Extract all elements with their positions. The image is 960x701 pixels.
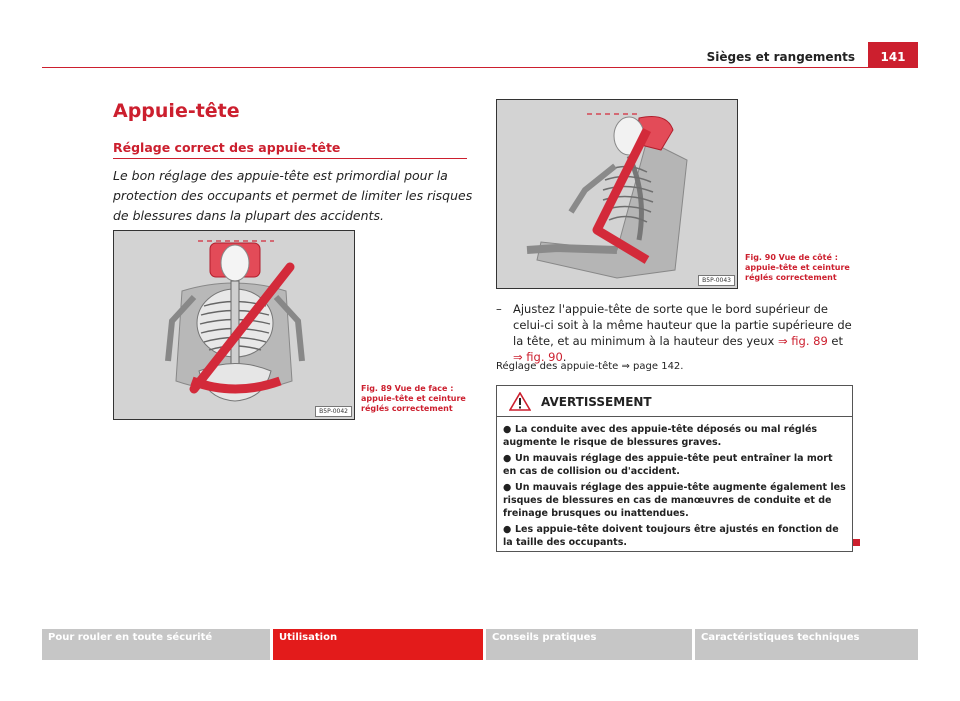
footer-tab-usage[interactable]: Utilisation bbox=[273, 629, 483, 660]
fig89-link[interactable]: ⇒ fig. 89 bbox=[777, 334, 828, 348]
figure-code: B5P-0043 bbox=[698, 275, 735, 286]
warning-list bbox=[497, 417, 852, 549]
warning-item-text: Les appuie-tête doivent toujours être ajustés en fonction de la taille des occupants. bbox=[503, 524, 839, 548]
instruction-step bbox=[496, 301, 856, 365]
warning-item bbox=[503, 423, 846, 449]
warning-title: AVERTISSEMENT bbox=[541, 395, 652, 409]
bullet: ● bbox=[503, 453, 512, 464]
footer-tab-safety[interactable]: Pour rouler en toute sécurité bbox=[42, 629, 270, 660]
section-heading-rule bbox=[113, 158, 467, 159]
warning-box bbox=[496, 385, 853, 552]
instruction-text: Ajustez l'appuie-tête de sorte que le bord supérieur de celui-ci soit à la même hauteur que la partie supérieure de la tête, et au minimum à la hauteur des yeux bbox=[513, 302, 852, 348]
footer-tab-technical-specs[interactable]: Caractéristiques techniques bbox=[695, 629, 918, 660]
page-title: Appuie-tête bbox=[113, 100, 240, 122]
skeleton-front-illustration bbox=[114, 231, 354, 419]
warning-item-text: Un mauvais réglage des appuie-tête augmente également les risques de blessures en cas de manœuvres de conduite et de freinage brusques ou inattendues. bbox=[503, 482, 846, 519]
fig90-link[interactable]: ⇒ fig. 90 bbox=[513, 350, 563, 364]
figure-code: B5P-0042 bbox=[315, 406, 352, 417]
list-dash: – bbox=[496, 302, 502, 316]
warning-item-text: La conduite avec des appuie-tête déposés ou mal réglés augmente le risque de blessures graves. bbox=[503, 424, 818, 448]
bullet: ● bbox=[503, 482, 512, 493]
section-heading: Réglage correct des appuie-tête bbox=[113, 140, 341, 155]
warning-item bbox=[503, 481, 846, 520]
warning-item-text: Un mauvais réglage des appuie-tête peut entraîner la mort en cas de collision ou d'accident. bbox=[503, 453, 833, 477]
warning-item bbox=[503, 452, 846, 478]
intro-paragraph: Le bon réglage des appuie-tête est primordial pour la protection des occupants et permet de limiter les risques de blessures dans la plupart des accidents. bbox=[113, 168, 473, 223]
footer-tab-practical-tips[interactable]: Conseils pratiques bbox=[486, 629, 692, 660]
bullet: ● bbox=[503, 424, 512, 435]
warning-triangle-icon bbox=[509, 392, 531, 411]
instruction-joiner: et bbox=[827, 334, 844, 348]
section-title: Sièges et rangements bbox=[706, 50, 855, 64]
figure-caption: Fig. 89 Vue de face : appuie-tête et ceinture réglés correctement bbox=[361, 384, 466, 413]
instruction-end: . bbox=[562, 350, 567, 364]
warning-item bbox=[503, 523, 846, 549]
page-reference[interactable]: Réglage des appuie-tête ⇒ page 142. bbox=[496, 361, 684, 372]
figure-caption: Fig. 90 Vue de côté : appuie-tête et ceinture réglés correctement bbox=[745, 253, 850, 282]
section-end-marker bbox=[853, 539, 860, 546]
warning-header bbox=[497, 386, 852, 417]
figure-front-view bbox=[113, 230, 355, 420]
header-rule bbox=[42, 67, 918, 68]
skeleton-side-illustration bbox=[497, 100, 737, 288]
figure-side-view bbox=[496, 99, 738, 289]
page-number: 141 bbox=[868, 42, 918, 68]
bullet: ● bbox=[503, 524, 512, 535]
